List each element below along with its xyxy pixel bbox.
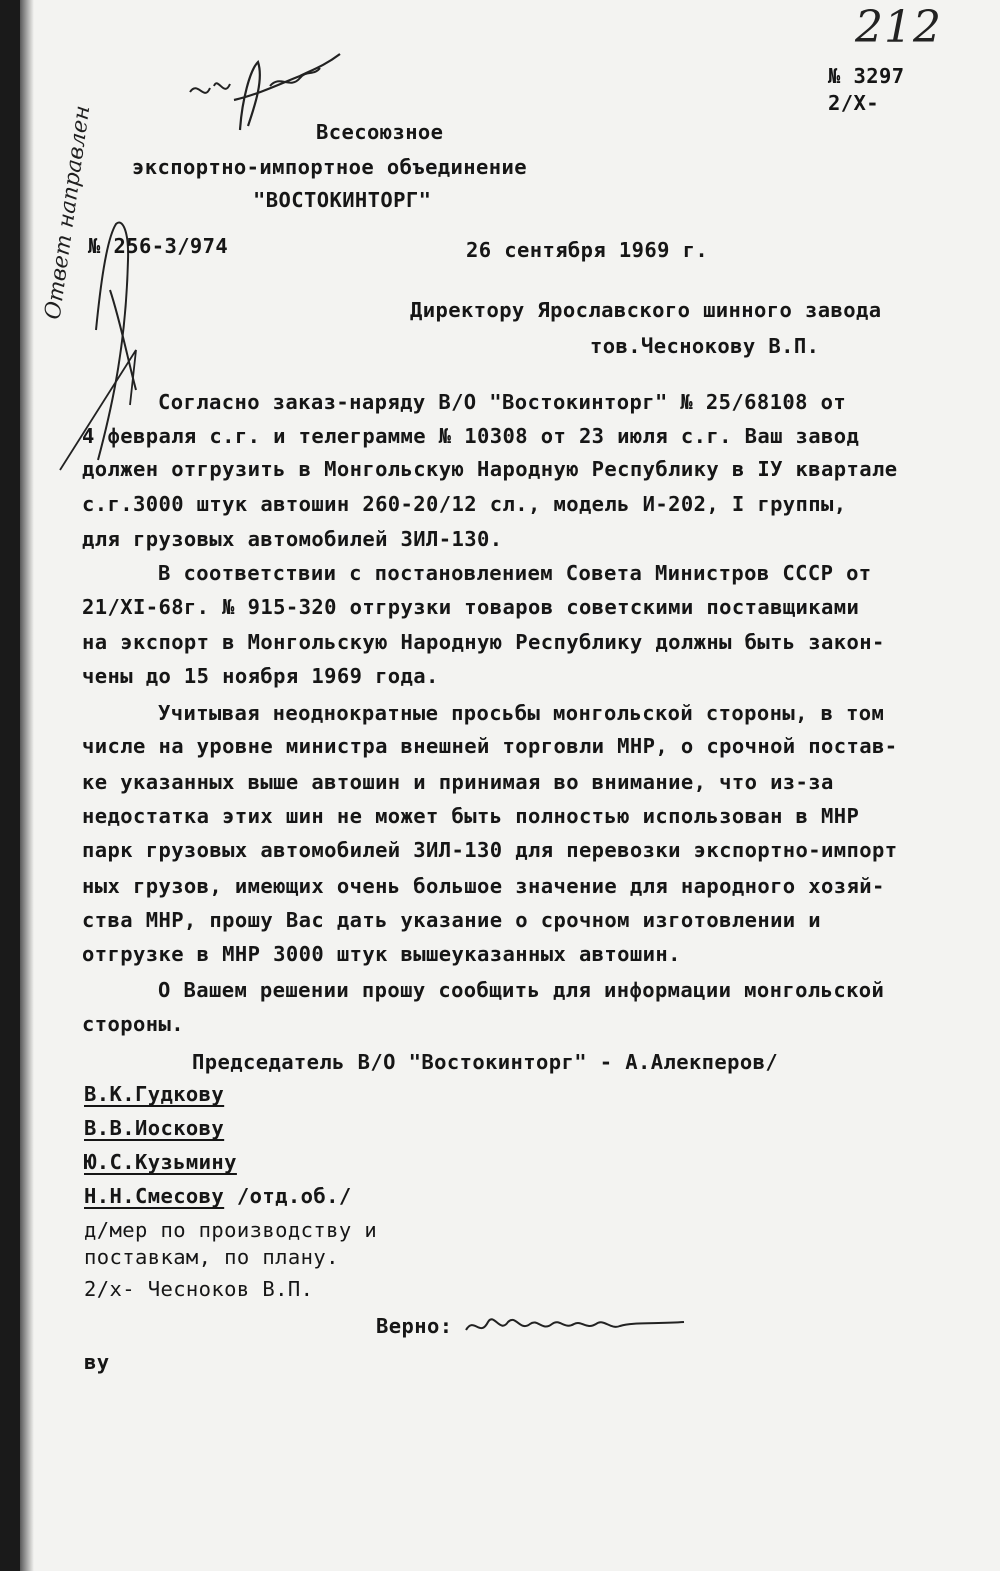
org-name-line3: "ВОСТОКИНТОРГ": [253, 188, 432, 212]
body-line: для грузовых автомобилей ЗИЛ-130.: [82, 527, 503, 551]
body-line: ства МНР, прошу Вас дать указание о срочном изготовлении и: [82, 908, 822, 932]
copy-recipient: Н.Н.Смесову: [84, 1184, 225, 1208]
margin-note-2: Ответ направлен: [40, 103, 96, 322]
body-line: числе на уровне министра внешней торговли МНР, о срочной постав-: [82, 734, 898, 758]
registry-number: № 3297: [828, 64, 905, 88]
addressee-line1: Директору Ярославского шинного завода: [410, 298, 882, 322]
body-line: ке указанных выше автошин и принимая во внимание, что из-за: [82, 770, 834, 794]
body-line: В соответствии с постановлением Совета Министров СССР от: [158, 561, 872, 585]
typist-initials: ву: [84, 1350, 110, 1374]
scan-edge-gradient: [20, 0, 34, 1571]
page-number: 212: [855, 2, 942, 53]
org-name-line1: Всесоюзное: [316, 120, 444, 144]
body-line: О Вашем решении прошу сообщить для информации монгольской: [158, 978, 885, 1002]
body-line: на экспорт в Монгольскую Народную Республику должны быть закон-: [82, 630, 885, 654]
verified-signature: [460, 1300, 700, 1350]
signature-line: Председатель В/О "Востокинторг" - А.Алекперов/: [192, 1050, 779, 1074]
body-line: чены до 15 ноября 1969 года.: [82, 664, 439, 688]
footer-line3: 2/х- Чесноков В.П.: [84, 1277, 314, 1301]
addressee-line2: тов.Чеснокову В.П.: [590, 334, 820, 358]
copy-recipient: В.К.Гудкову: [84, 1082, 225, 1106]
body-line: Учитывая неоднократные просьбы монгольской стороны, в том: [158, 701, 885, 725]
body-line: должен отгрузить в Монгольскую Народную Республику в IУ квартале: [82, 457, 898, 481]
body-line: недостатка этих шин не может быть полностью использован в МНР: [82, 804, 860, 828]
reference-number: № 256-3/974: [88, 234, 229, 258]
body-line: стороны.: [82, 1012, 184, 1036]
body-line: с.г.3000 штук автошин 260-20/12 сл., модель И-202, I группы,: [82, 492, 847, 516]
footer-line1: д/мер по производству и: [84, 1218, 378, 1242]
copy-recipient-row: [84, 1186, 352, 1207]
body-line: отгрузке в МНР 3000 штук вышеуказанных автошин.: [82, 942, 681, 966]
org-name-line2: экспортно-импортное объединение: [132, 155, 528, 179]
copy-recipient: В.В.Иоскову: [84, 1116, 225, 1140]
body-line: 21/XI-68г. № 915-320 отгрузки товаров советскими поставщиками: [82, 595, 860, 619]
copy-recipient: Ю.С.Кузьмину: [84, 1150, 237, 1174]
body-line: Согласно заказ-наряду В/О "Востокинторг" № 25/68108 от: [158, 390, 847, 414]
footer-line2: поставкам, по плану.: [84, 1245, 339, 1269]
body-line: ных грузов, имеющих очень большое значение для народного хозяй-: [82, 874, 885, 898]
letter-date: 26 сентября 1969 г.: [466, 238, 709, 262]
verified-label: Верно:: [376, 1314, 453, 1338]
body-line: парк грузовых автомобилей ЗИЛ-130 для перевозки экспортно-импорт: [82, 838, 898, 862]
copy-recipient-note: /отд.об./: [236, 1184, 352, 1208]
body-line: 4 февраля с.г. и телеграмме № 10308 от 23 июля с.г. Ваш завод: [82, 424, 860, 448]
registry-date: 2/X-: [828, 91, 879, 115]
